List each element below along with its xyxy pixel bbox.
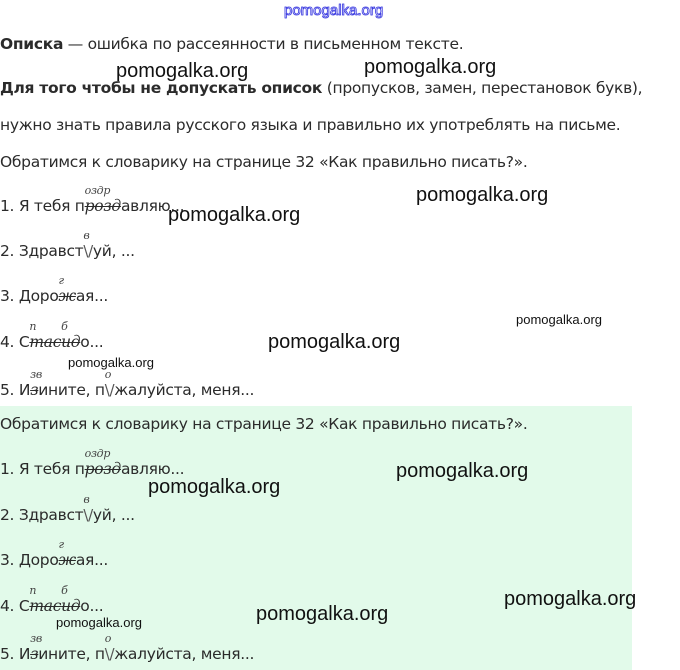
correction-sup: п bbox=[29, 320, 37, 333]
highlight-box bbox=[0, 406, 632, 670]
struck-text: т bbox=[29, 333, 44, 351]
watermark: pomogalka.org bbox=[268, 331, 401, 353]
struck-text: розд bbox=[84, 197, 121, 215]
insert-caret-icon: \/ bbox=[83, 242, 93, 260]
rule-rest: (пропусков, замен, перестановок букв), bbox=[322, 79, 643, 97]
block-2-item-5: 5. И зв зините, п о \/жалуйста, меня... bbox=[0, 632, 255, 663]
struck-text: ж bbox=[58, 287, 76, 305]
block-2-heading: Обратимся к словарику на странице 32 «Как правильно писать?». bbox=[0, 415, 528, 433]
struck-text: ж bbox=[58, 551, 76, 569]
watermark: pomogalka.org bbox=[396, 460, 529, 482]
header-watermark: pomogalka.org bbox=[284, 2, 384, 19]
correction-sup: оздр bbox=[84, 184, 111, 197]
block-2-item-1: 1. Я тебя п оздр роздавляю... bbox=[0, 447, 185, 478]
watermark: pomogalka.org bbox=[516, 312, 602, 327]
rule-line-1 bbox=[0, 79, 642, 97]
watermark: pomogalka.org bbox=[116, 60, 249, 82]
insert-caret-icon: \/ bbox=[104, 381, 115, 399]
block-1-item-3: 3. Доро г жая... bbox=[0, 274, 108, 305]
watermark: pomogalka.org bbox=[168, 204, 301, 226]
watermark: pomogalka.org bbox=[56, 615, 142, 630]
struck-text: и bbox=[61, 333, 71, 351]
struck-text: з bbox=[30, 645, 39, 663]
watermark: pomogalka.org bbox=[504, 588, 637, 610]
watermark: pomogalka.org bbox=[364, 56, 497, 78]
correction-sup: г bbox=[58, 538, 64, 551]
rule-line-2: нужно знать правила русского языка и правильно их употреблять на письме. bbox=[0, 116, 621, 134]
struck-text: т bbox=[29, 597, 44, 615]
block-1-heading: Обратимся к словарику на странице 32 «Как правильно писать?». bbox=[0, 153, 528, 171]
block-1-item-5: 5. И зв зините, п о \/жалуйста, меня... bbox=[0, 368, 255, 399]
definition-text: — ошибка по рассеянности в письменном тексте. bbox=[63, 35, 464, 53]
correction-sup: б bbox=[61, 320, 68, 333]
struck-text: розд bbox=[84, 460, 121, 478]
correction-sup: б bbox=[61, 584, 68, 597]
correction-sup: в bbox=[83, 493, 90, 506]
correction-sup: зв bbox=[30, 632, 42, 645]
struck-text: з bbox=[30, 381, 39, 399]
definition-line bbox=[0, 35, 463, 53]
watermark: pomogalka.org bbox=[416, 184, 549, 206]
insert-caret-icon: \/ bbox=[83, 506, 93, 524]
correction-sup: зв bbox=[30, 368, 42, 381]
correction-sup: п bbox=[29, 584, 37, 597]
correction-sup: г bbox=[58, 274, 64, 287]
watermark: pomogalka.org bbox=[148, 476, 281, 498]
block-1-item-4: 4. С п тас б идо... bbox=[0, 320, 104, 351]
correction-sup: о bbox=[104, 368, 112, 381]
block-2-item-2: 2. Здравст в \/уй, ... bbox=[0, 493, 135, 524]
correction-sup: оздр bbox=[84, 447, 111, 460]
block-1-item-1: 1. Я тебя п оздр роздавляю... bbox=[0, 184, 185, 215]
block-1-item-2: 2. Здравст в \/уй, ... bbox=[0, 229, 135, 260]
block-2-item-4: 4. С п тас б идо... bbox=[0, 584, 104, 615]
correction-sup: в bbox=[83, 229, 90, 242]
term: Описка bbox=[0, 35, 64, 53]
rule-bold: Для того чтобы не допускать описок bbox=[0, 79, 323, 97]
struck-text: и bbox=[61, 597, 71, 615]
watermark: pomogalka.org bbox=[256, 603, 389, 625]
block-2-item-3: 3. Доро г жая... bbox=[0, 538, 108, 569]
watermark: pomogalka.org bbox=[68, 355, 154, 370]
correction-sup: о bbox=[104, 632, 112, 645]
insert-caret-icon: \/ bbox=[104, 645, 115, 663]
